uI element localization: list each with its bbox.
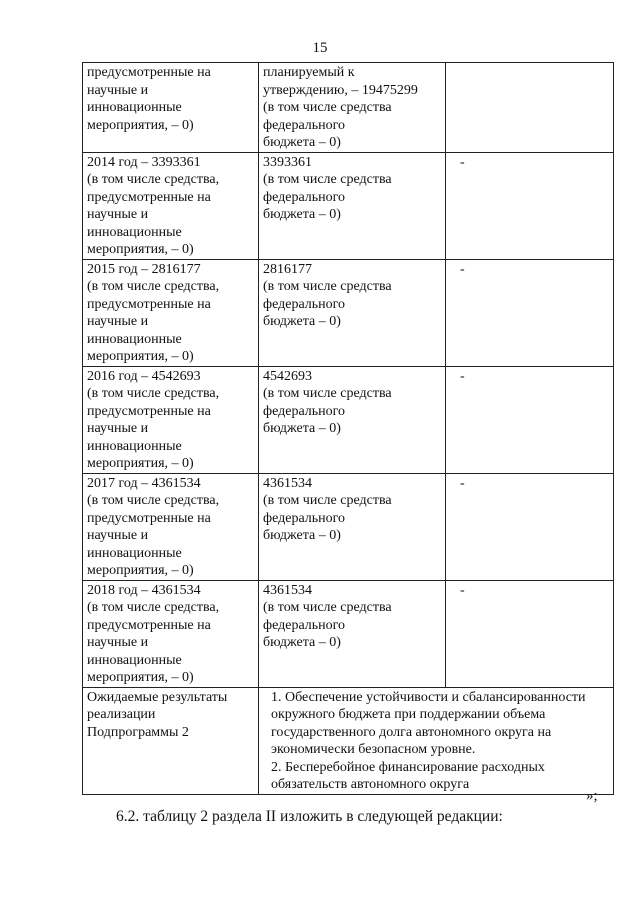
budget-amount-line: (в том числе средства (263, 493, 392, 508)
results-text-line: окружного бюджета при поддержании объема (271, 707, 546, 722)
year-total-line: инновационные (87, 224, 182, 240)
year-total-line: мероприятия, – 0) (87, 670, 194, 685)
year-total-line: предусмотренные на (87, 189, 211, 205)
budget-amount-line: утверждению, – 19475299 (263, 82, 418, 98)
budget-amount-line: федерального (263, 617, 346, 633)
budget-amount-line: бюджета – 0) (263, 421, 341, 436)
budget-amount-line: бюджета – 0) (263, 635, 341, 650)
results-text-line: обязательств автономного округа (271, 777, 470, 792)
expected-results-row (83, 687, 614, 794)
budget-amount-cell (259, 366, 446, 473)
table-row (83, 580, 614, 687)
other-source-cell (446, 63, 614, 153)
year-total-line: мероприятия, – 0) (87, 563, 194, 578)
budget-amount-line: федерального (263, 296, 346, 312)
other-source-cell (446, 473, 614, 580)
budget-amount-line: (в том числе средства (263, 172, 392, 187)
closing-quote-mark: »; (586, 788, 598, 804)
budget-amount-line: 4361534 (263, 475, 312, 491)
year-total-cell (83, 152, 259, 259)
year-total-line: мероприятия, – 0) (87, 117, 194, 133)
year-total-line: инновационные (87, 652, 182, 668)
empty-value-dash: - (460, 154, 465, 170)
budget-amount-line: 4361534 (263, 582, 312, 598)
year-total-line: мероприятия, – 0) (87, 349, 194, 364)
budget-amount-cell (259, 63, 446, 153)
year-total-line: научные и (87, 528, 149, 543)
budget-amount-line: (в том числе средства (263, 600, 392, 615)
year-total-line: предусмотренные на (87, 510, 211, 526)
year-total-line: 2014 год – 3393361 (87, 154, 201, 170)
budget-amount-line: (в том числе средства (263, 386, 392, 401)
year-total-cell (83, 366, 259, 473)
year-total-line: предусмотренные на (87, 617, 211, 633)
table-row (83, 63, 614, 153)
other-source-cell (446, 366, 614, 473)
budget-amount-line: федерального (263, 510, 346, 526)
year-total-line: (в том числе средства, (87, 600, 220, 615)
year-total-line: (в том числе средства, (87, 279, 220, 294)
year-total-line: научные и (87, 207, 149, 222)
budget-amount-line: 4542693 (263, 368, 312, 384)
budget-amount-line: 2816177 (263, 261, 312, 277)
budget-amount-line: бюджета – 0) (263, 207, 341, 222)
table-row (83, 366, 614, 473)
empty-value-dash: - (460, 475, 465, 491)
year-total-line: инновационные (87, 545, 182, 561)
empty-value-dash: - (460, 261, 465, 277)
results-text-line: 2. Бесперебойное финансирование расходных (271, 759, 545, 775)
year-total-line: 2018 год – 4361534 (87, 582, 201, 598)
year-total-line: предусмотренные на (87, 296, 211, 312)
year-total-cell (83, 473, 259, 580)
table-row (83, 152, 614, 259)
amendment-instruction: 6.2. таблицу 2 раздела II изложить в следующей редакции: (116, 808, 503, 825)
year-total-line: мероприятия, – 0) (87, 242, 194, 257)
year-total-line: (в том числе средства, (87, 493, 220, 508)
other-source-cell (446, 259, 614, 366)
year-total-line: научные и (87, 314, 149, 329)
year-total-line: инновационные (87, 438, 182, 454)
expected-results-label (83, 687, 259, 794)
year-total-cell (83, 63, 259, 153)
budget-amount-cell (259, 259, 446, 366)
budget-amount-line: федерального (263, 189, 346, 205)
year-total-line: предусмотренные на (87, 403, 211, 419)
budget-amount-cell (259, 580, 446, 687)
budget-amount-line: бюджета – 0) (263, 135, 341, 150)
year-total-line: 2017 год – 4361534 (87, 475, 201, 491)
empty-value-dash: - (460, 582, 465, 598)
expected-results-text (259, 687, 614, 794)
funding-table (82, 62, 614, 795)
year-total-line: предусмотренные на (87, 65, 211, 80)
results-text-line: 1. Обеспечение устойчивости и сбалансированности (271, 689, 586, 705)
year-total-line: инновационные (87, 100, 182, 115)
results-text-line: государственного долга автономного округа на (271, 724, 552, 740)
results-text-line: экономически безопасном уровне. (271, 742, 476, 757)
budget-amount-cell (259, 152, 446, 259)
budget-amount-line: федерального (263, 403, 346, 419)
year-total-cell (83, 259, 259, 366)
year-total-line: инновационные (87, 331, 182, 347)
year-total-line: (в том числе средства, (87, 386, 220, 401)
budget-amount-line: (в том числе средства (263, 279, 392, 294)
results-label-line: Ожидаемые результаты (87, 689, 228, 705)
budget-amount-line: федерального (263, 117, 346, 133)
budget-amount-cell (259, 473, 446, 580)
year-total-line: научные и (87, 635, 149, 650)
budget-amount-line: 3393361 (263, 154, 312, 170)
empty-value-dash (450, 65, 460, 80)
year-total-line: научные и (87, 82, 149, 98)
year-total-line: 2016 год – 4542693 (87, 368, 201, 384)
results-label-line: Подпрограммы 2 (87, 724, 189, 740)
year-total-line: (в том числе средства, (87, 172, 220, 187)
year-total-line: 2015 год – 2816177 (87, 261, 201, 277)
year-total-line: мероприятия, – 0) (87, 456, 194, 471)
results-label-line: реализации (87, 707, 156, 722)
year-total-cell (83, 580, 259, 687)
table-row (83, 473, 614, 580)
table-row (83, 259, 614, 366)
budget-amount-line: бюджета – 0) (263, 528, 341, 543)
other-source-cell (446, 580, 614, 687)
page-number: 15 (312, 40, 328, 56)
budget-amount-line: (в том числе средства (263, 100, 392, 115)
year-total-line: научные и (87, 421, 149, 436)
other-source-cell (446, 152, 614, 259)
budget-amount-line: бюджета – 0) (263, 314, 341, 329)
empty-value-dash: - (460, 368, 465, 384)
budget-amount-line: планируемый к (263, 65, 355, 80)
